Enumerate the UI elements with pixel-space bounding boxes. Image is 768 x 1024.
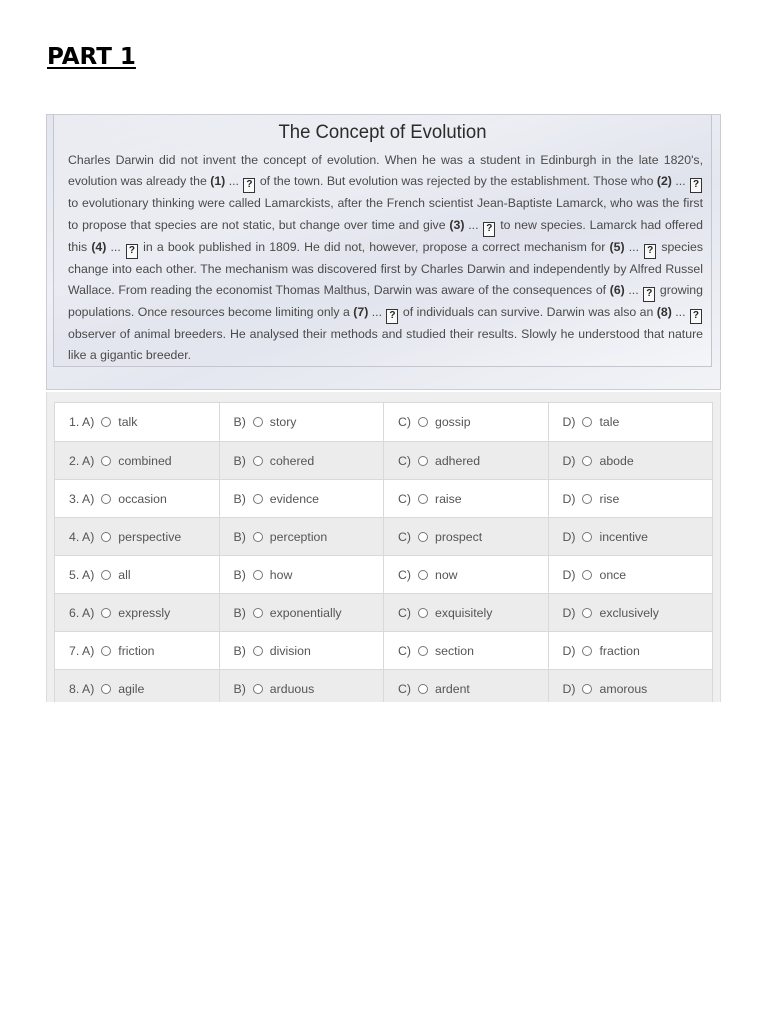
option-text: gossip xyxy=(434,415,471,429)
passage-inner-panel xyxy=(53,115,712,367)
gap-5-blank-box[interactable]: ? xyxy=(644,244,656,259)
gap-8-blank-box[interactable]: ? xyxy=(690,309,702,324)
option-text: tale xyxy=(599,415,620,429)
gap-ellipsis: ... xyxy=(468,217,479,232)
gap-ellipsis: ... xyxy=(628,239,639,254)
radio-button[interactable] xyxy=(418,417,428,427)
option-text: division xyxy=(269,643,311,658)
passage-segment: species change into each other. The mechanism was discovered first by Charles Darwin and independently by Alfred Russel Wallace. From reading the economist Thomas Malthus, Darwin was aware of the consequences of xyxy=(68,239,704,297)
divider xyxy=(46,702,721,704)
gap-6-blank-box[interactable]: ? xyxy=(643,287,655,302)
option-letter: 2. A) xyxy=(69,453,95,468)
option-cell[interactable] xyxy=(55,442,220,480)
option-letter: D) xyxy=(562,567,576,582)
option-cell[interactable] xyxy=(55,556,220,594)
option-cell[interactable] xyxy=(384,442,549,480)
radio-button[interactable] xyxy=(582,646,592,656)
gap-ellipsis: ... xyxy=(228,174,239,189)
option-cell[interactable] xyxy=(219,556,384,594)
option-letter: C) xyxy=(398,567,411,582)
option-text: occasion xyxy=(118,491,167,506)
option-cell[interactable] xyxy=(55,403,220,442)
option-text: exquisitely xyxy=(434,605,493,620)
passage-segment: to evolutionary thinking were called Lamarckists, after the French scientist Jean-Baptiste Lamarck, who was the first to propose that species are not static, but change over time and give xyxy=(68,196,703,232)
option-text: how xyxy=(269,567,293,582)
radio-button[interactable] xyxy=(253,646,263,656)
option-letter: B) xyxy=(233,453,246,468)
radio-button[interactable] xyxy=(253,456,263,466)
option-text: adhered xyxy=(434,453,481,468)
radio-button[interactable] xyxy=(418,494,428,504)
gap-2-blank-box[interactable]: ? xyxy=(690,178,702,193)
option-text: perception xyxy=(269,529,328,544)
option-letter: B) xyxy=(233,491,246,506)
radio-button[interactable] xyxy=(418,646,428,656)
radio-button[interactable] xyxy=(582,684,592,694)
radio-button[interactable] xyxy=(253,417,263,427)
option-letter: B) xyxy=(233,605,246,620)
radio-button[interactable] xyxy=(582,417,592,427)
option-letter: C) xyxy=(398,453,411,468)
passage-segment: observer of animal breeders. He analysed their methods and studied their results. Slowly he understood that nature like a gigantic breeder. xyxy=(68,326,703,363)
option-letter: C) xyxy=(398,529,411,544)
question-row-7 xyxy=(55,632,713,670)
option-cell[interactable] xyxy=(384,556,549,594)
option-letter: 7. A) xyxy=(69,643,95,658)
option-text: perspective xyxy=(118,529,182,544)
gap-ellipsis: ... xyxy=(371,304,383,319)
radio-button[interactable] xyxy=(101,417,111,427)
option-text: rise xyxy=(599,491,620,506)
option-letter: B) xyxy=(233,415,246,429)
option-cell[interactable] xyxy=(548,556,713,594)
option-text: arduous xyxy=(269,681,315,696)
option-text: ardent xyxy=(434,681,470,696)
option-cell[interactable] xyxy=(548,670,713,703)
option-letter: 6. A) xyxy=(69,605,95,620)
option-cell[interactable] xyxy=(384,670,549,703)
gap-label: (3) xyxy=(449,217,465,232)
option-letter: C) xyxy=(398,491,411,506)
option-text: combined xyxy=(118,453,172,468)
option-cell[interactable] xyxy=(548,403,713,442)
option-text: evidence xyxy=(269,491,320,506)
radio-button[interactable] xyxy=(582,608,592,618)
option-letter: 1. A) xyxy=(69,415,95,429)
option-text: talk xyxy=(118,415,138,429)
question-row-8 xyxy=(55,670,713,703)
radio-button[interactable] xyxy=(253,608,263,618)
part-heading: PART 1 xyxy=(47,44,136,70)
question-row-6 xyxy=(55,594,713,632)
option-text: amorous xyxy=(599,681,648,696)
passage-segment: growing populations. Once resources become limiting only a xyxy=(68,282,703,319)
gap-4-blank-box[interactable]: ? xyxy=(126,244,138,259)
option-cell[interactable] xyxy=(384,632,549,670)
radio-button[interactable] xyxy=(253,684,263,694)
option-cell[interactable] xyxy=(55,594,220,632)
answer-options-table xyxy=(54,402,713,702)
radio-button[interactable] xyxy=(253,494,263,504)
radio-button[interactable] xyxy=(418,456,428,466)
option-text: now xyxy=(434,567,458,582)
gap-7-blank-box[interactable]: ? xyxy=(386,309,398,324)
radio-button[interactable] xyxy=(418,532,428,542)
radio-button[interactable] xyxy=(101,570,111,580)
option-cell[interactable] xyxy=(219,632,384,670)
radio-button[interactable] xyxy=(418,570,428,580)
option-letter: 8. A) xyxy=(69,681,95,696)
option-letter: B) xyxy=(233,681,246,696)
option-text: expressly xyxy=(118,605,171,620)
gap-3-blank-box[interactable]: ? xyxy=(483,222,495,237)
radio-button[interactable] xyxy=(582,456,592,466)
option-cell[interactable] xyxy=(55,480,220,518)
option-cell[interactable] xyxy=(548,480,713,518)
option-letter: D) xyxy=(562,529,576,544)
option-letter: C) xyxy=(398,681,411,696)
option-text: friction xyxy=(118,643,155,658)
question-row-4 xyxy=(55,518,713,556)
option-letter: D) xyxy=(562,643,576,658)
option-text: all xyxy=(118,567,131,582)
gap-label: (7) xyxy=(353,304,369,319)
option-letter: B) xyxy=(233,529,246,544)
option-cell[interactable] xyxy=(219,403,384,442)
radio-button[interactable] xyxy=(101,532,111,542)
gap-ellipsis: ... xyxy=(628,282,639,297)
option-text: abode xyxy=(599,453,634,468)
radio-button[interactable] xyxy=(418,608,428,618)
option-cell[interactable] xyxy=(384,480,549,518)
gap-label: (8) xyxy=(656,304,672,319)
option-letter: B) xyxy=(233,643,246,658)
option-text: agile xyxy=(118,681,145,696)
radio-button[interactable] xyxy=(101,646,111,656)
radio-button[interactable] xyxy=(101,456,111,466)
passage-segment: of the town. But evolution was rejected by the establishment. Those who xyxy=(256,174,657,189)
option-cell[interactable] xyxy=(548,518,713,556)
option-text: raise xyxy=(434,491,462,506)
option-cell[interactable] xyxy=(384,403,549,442)
option-cell[interactable] xyxy=(55,632,220,670)
gap-ellipsis: ... xyxy=(675,174,686,189)
option-text: incentive xyxy=(599,529,649,544)
option-text: fraction xyxy=(599,643,640,658)
gap-ellipsis: ... xyxy=(110,239,121,254)
passage-panel xyxy=(46,114,721,390)
radio-button[interactable] xyxy=(101,684,111,694)
gap-label: (6) xyxy=(609,282,625,297)
passage-text xyxy=(68,150,703,366)
gap-label: (4) xyxy=(91,239,107,254)
option-text: section xyxy=(434,643,474,658)
option-text: story xyxy=(269,415,297,429)
option-cell[interactable] xyxy=(55,518,220,556)
option-letter: 5. A) xyxy=(69,567,95,582)
radio-button[interactable] xyxy=(253,532,263,542)
option-letter: 4. A) xyxy=(69,529,95,544)
option-letter: C) xyxy=(398,415,411,429)
option-letter: D) xyxy=(562,605,576,620)
gap-label: (5) xyxy=(609,239,625,254)
option-text: once xyxy=(599,567,627,582)
option-text: exponentially xyxy=(269,605,342,620)
option-cell[interactable] xyxy=(548,442,713,480)
radio-button[interactable] xyxy=(582,532,592,542)
option-letter: D) xyxy=(562,415,576,429)
option-cell[interactable] xyxy=(219,442,384,480)
gap-ellipsis: ... xyxy=(675,304,686,319)
option-letter: D) xyxy=(562,491,576,506)
option-text: cohered xyxy=(269,453,315,468)
option-letter: D) xyxy=(562,681,576,696)
gap-label: (2) xyxy=(656,174,672,189)
passage-segment: Charles Darwin did not invent the concept of evolution. When he was a student in Edinburgh in the late 1820's, evolution was already the xyxy=(68,153,703,189)
passage-title: The Concept of Evolution xyxy=(278,121,487,143)
option-letter: B) xyxy=(233,567,246,582)
question-row-1 xyxy=(55,403,713,442)
radio-button[interactable] xyxy=(253,570,263,580)
radio-button[interactable] xyxy=(582,570,592,580)
option-cell[interactable] xyxy=(548,594,713,632)
option-letter: C) xyxy=(398,643,411,658)
passage-segment: in a book published in 1809. He did not, however, propose a correct mechanism for xyxy=(138,239,610,254)
passage-segment: to new species. Lamarck had offered this xyxy=(68,217,704,254)
gap-label: (1) xyxy=(210,174,226,189)
answer-options-panel xyxy=(46,392,721,702)
option-cell[interactable] xyxy=(219,518,384,556)
radio-button[interactable] xyxy=(101,494,111,504)
question-row-3 xyxy=(55,480,713,518)
option-cell[interactable] xyxy=(55,670,220,703)
option-cell[interactable] xyxy=(384,594,549,632)
gap-1-blank-box[interactable]: ? xyxy=(243,178,255,193)
radio-button[interactable] xyxy=(418,684,428,694)
option-cell[interactable] xyxy=(219,480,384,518)
option-cell[interactable] xyxy=(219,670,384,703)
option-cell[interactable] xyxy=(219,594,384,632)
option-letter: 3. A) xyxy=(69,491,95,506)
radio-button[interactable] xyxy=(582,494,592,504)
radio-button[interactable] xyxy=(101,608,111,618)
option-text: prospect xyxy=(434,529,483,544)
option-text: exclusively xyxy=(599,605,659,620)
option-letter: D) xyxy=(562,453,576,468)
option-cell[interactable] xyxy=(384,518,549,556)
option-cell[interactable] xyxy=(548,632,713,670)
question-row-5 xyxy=(55,556,713,594)
option-letter: C) xyxy=(398,605,411,620)
question-row-2 xyxy=(55,442,713,480)
passage-segment: of individuals can survive. Darwin was also an xyxy=(399,304,657,319)
